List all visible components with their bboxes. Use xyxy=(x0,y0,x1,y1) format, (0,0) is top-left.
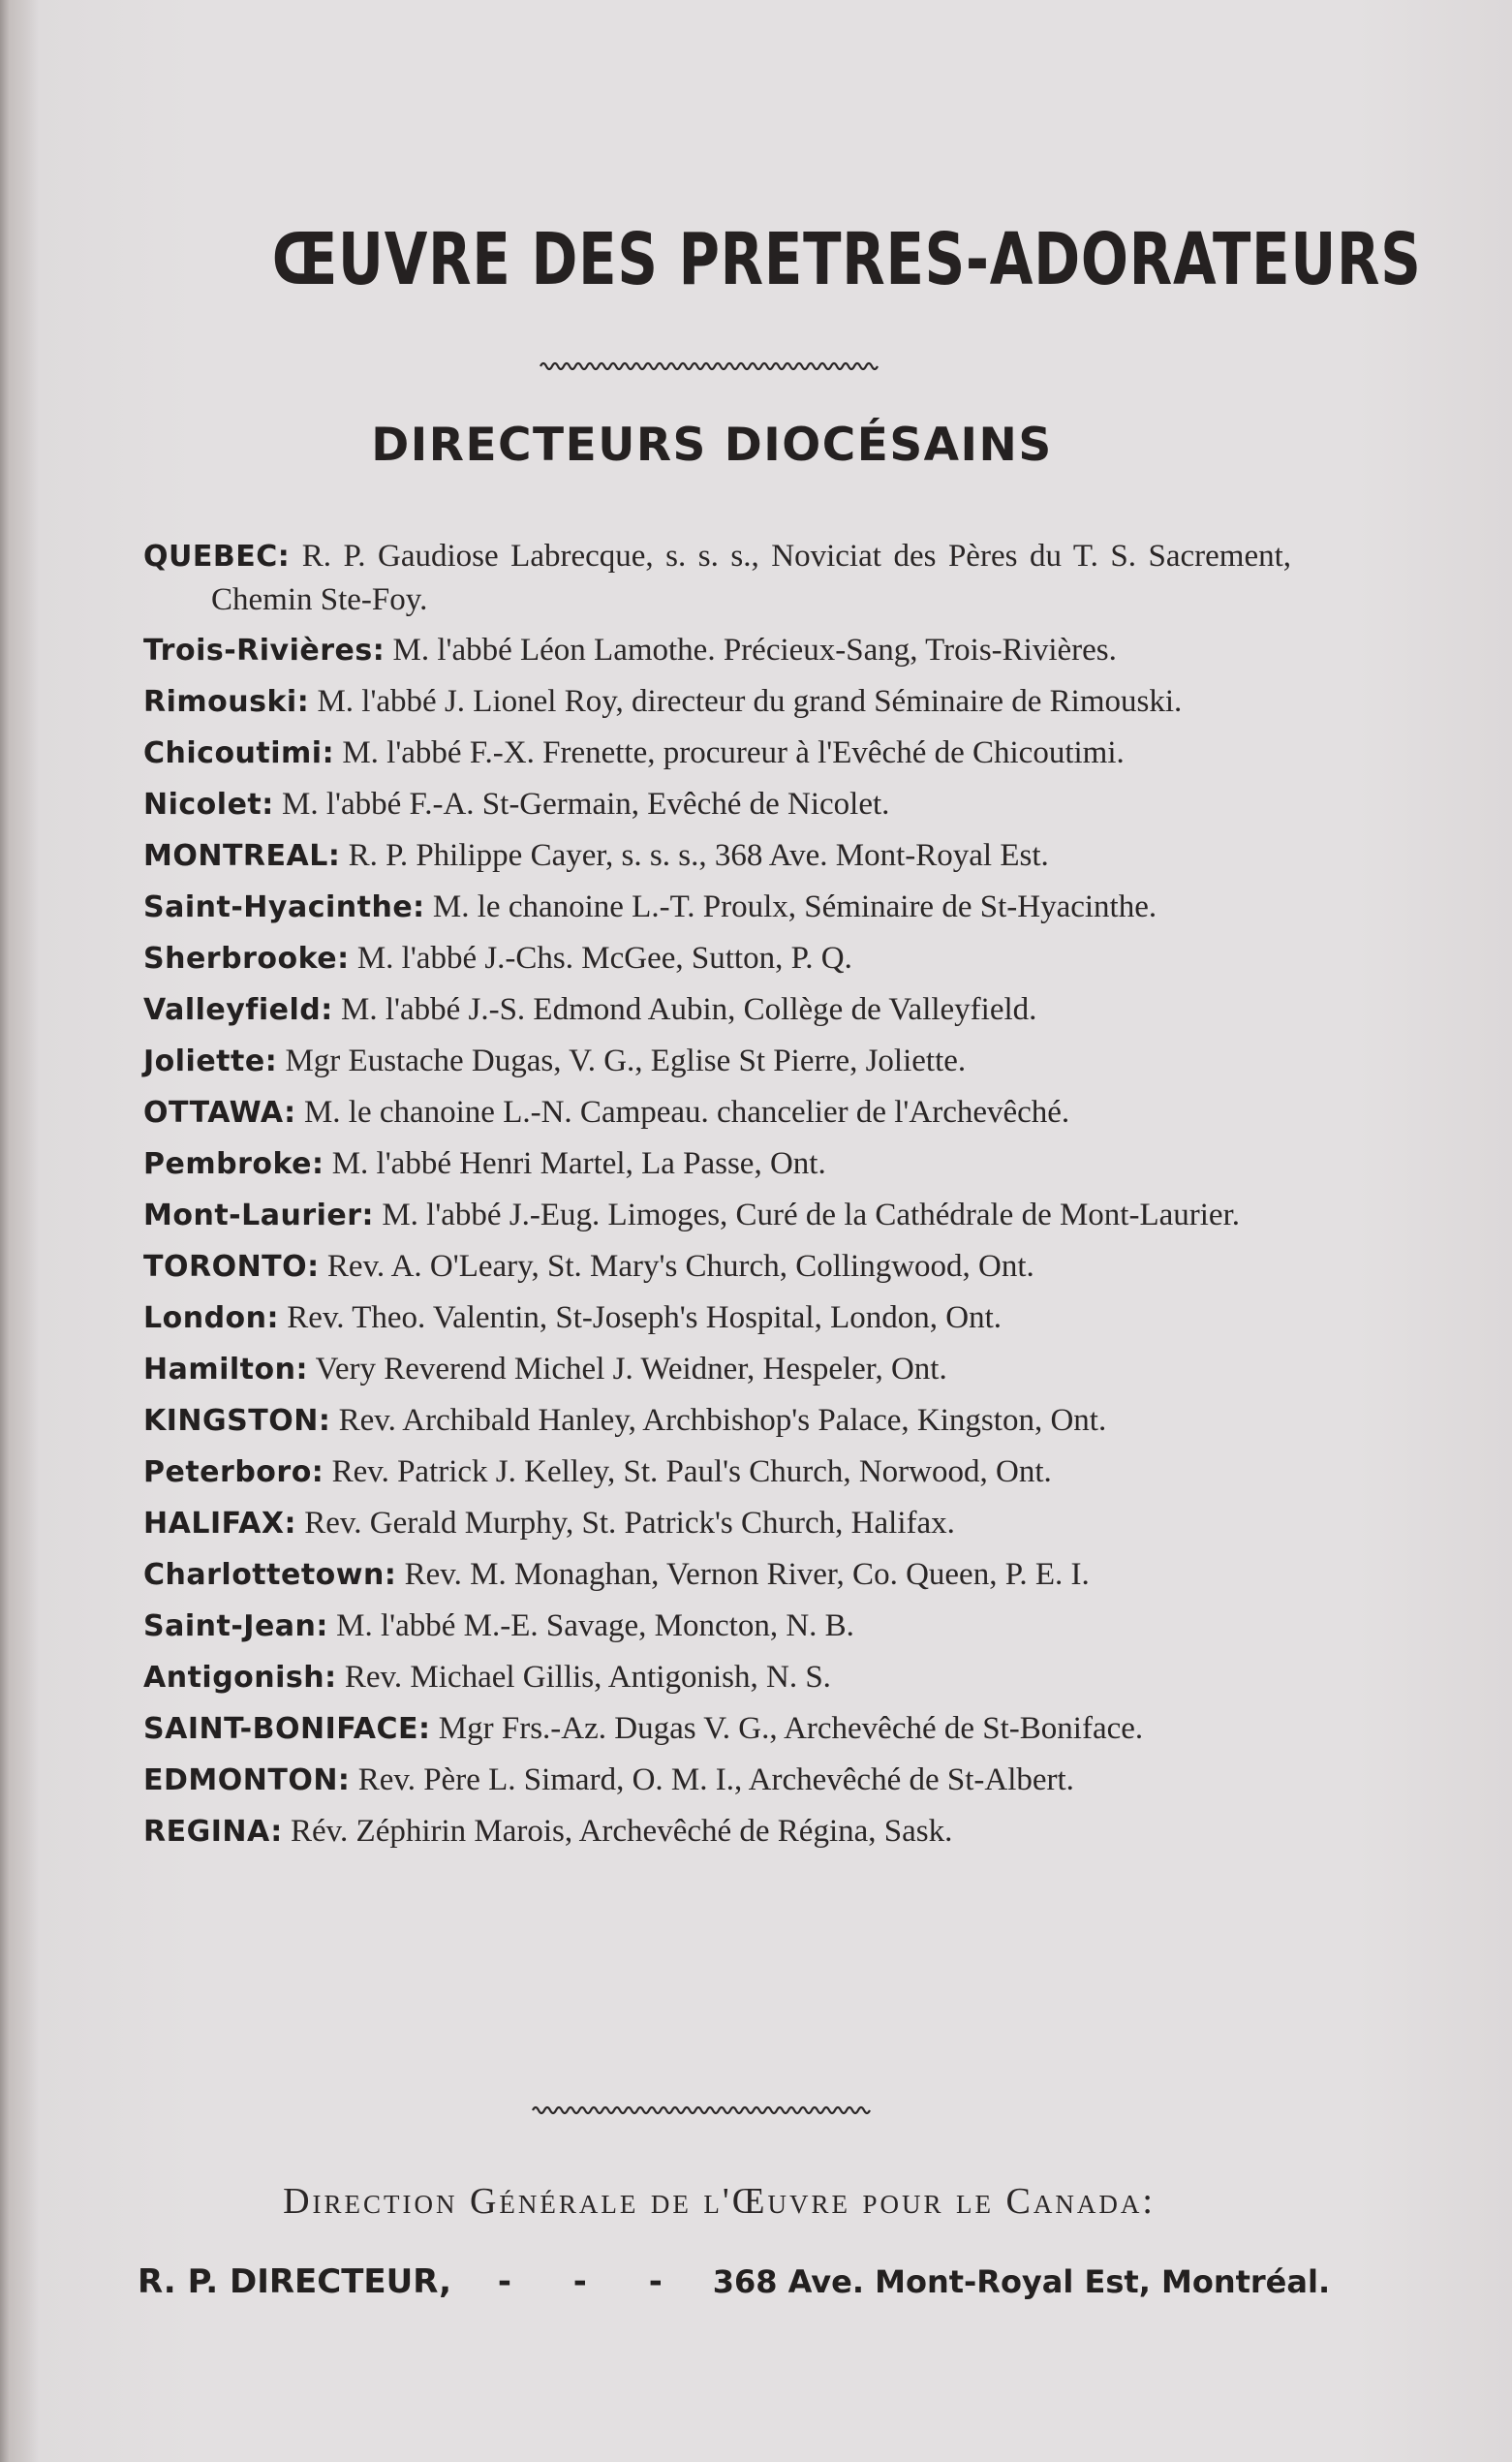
diocese-name: REGINA: xyxy=(143,1815,283,1849)
diocese-name: Antigonish: xyxy=(143,1661,337,1695)
director-info: M. l'abbé J.-Chs. McGee, Sutton, P. Q. xyxy=(356,941,852,976)
page-title: ŒUVRE DES PRETRES-ADORATEURS xyxy=(271,218,1422,301)
list-item xyxy=(143,1502,1291,1545)
director-info: Mgr Frs.-Az. Dugas V. G., Archevêché de St-Boniface. xyxy=(438,1711,1144,1746)
director-info: M. l'abbé Henri Martel, La Passe, Ont. xyxy=(331,1146,826,1181)
list-item xyxy=(143,1091,1291,1135)
diocese-name: Chicoutimi: xyxy=(143,736,335,770)
diocese-name: Peterboro: xyxy=(143,1455,324,1489)
director-info: M. le chanoine L.-T. Proulx, Séminaire de St-Hyacinthe. xyxy=(432,889,1157,924)
list-item xyxy=(143,1450,1291,1494)
diocese-name: Saint-Hyacinthe: xyxy=(143,890,425,924)
section-heading: DIRECTEURS DIOCÉSAINS xyxy=(371,419,1053,472)
diocese-name: TORONTO: xyxy=(143,1250,320,1284)
director-info: Rev. Père L. Simard, O. M. I., Archevêché de St-Albert. xyxy=(357,1762,1074,1797)
director-info: M. l'abbé J. Lionel Roy, directeur du grand Séminaire de Rimouski. xyxy=(317,684,1183,719)
ornament-divider-bottom xyxy=(531,2103,876,2118)
list-item xyxy=(143,1707,1291,1751)
diocese-name: HALIFAX: xyxy=(143,1507,296,1541)
list-item xyxy=(143,1040,1291,1083)
list-item xyxy=(143,1605,1291,1648)
director-info: Rev. A. O'Leary, St. Mary's Church, Collingwood, Ont. xyxy=(326,1249,1034,1284)
list-item xyxy=(143,732,1291,775)
diocese-name: MONTREAL: xyxy=(143,839,341,873)
list-item xyxy=(143,1399,1291,1443)
diocese-name: London: xyxy=(143,1301,280,1335)
diocese-name: EDMONTON: xyxy=(143,1763,351,1797)
list-item xyxy=(143,1194,1291,1237)
director-info: M. l'abbé J.-S. Edmond Aubin, Collège de Valleyfield. xyxy=(340,992,1037,1027)
list-item xyxy=(143,535,1291,621)
director-info: Rév. Zéphirin Marois, Archevêché de Régina, Sask. xyxy=(291,1814,953,1849)
director-info: R. P. Philippe Cayer, s. s. s., 368 Ave. Mont-Royal Est. xyxy=(348,838,1049,873)
list-item xyxy=(143,834,1291,878)
list-item xyxy=(143,937,1291,981)
director-info: R. P. Gaudiose Labrecque, s. s. s., Noviciat des Pères du T. S. Sacrement, Chemin Ste-Foy. xyxy=(211,539,1292,617)
list-item xyxy=(143,1245,1291,1289)
director-info: Rev. Patrick J. Kelley, St. Paul's Church, Norwood, Ont. xyxy=(331,1454,1052,1489)
director-info: M. l'abbé F.-A. St-Germain, Evêché de Nicolet. xyxy=(282,787,890,822)
ornament-divider-top xyxy=(539,358,883,374)
diocese-name: Mont-Laurier: xyxy=(143,1199,375,1232)
list-item xyxy=(143,1348,1291,1391)
list-item xyxy=(143,886,1291,929)
directors-list xyxy=(143,535,1291,1861)
list-item xyxy=(143,1810,1291,1854)
director-info: Very Reverend Michel J. Weidner, Hespeler, Ont. xyxy=(315,1352,947,1387)
list-item xyxy=(143,680,1291,724)
list-item xyxy=(143,1656,1291,1699)
diocese-name: Charlottetown: xyxy=(143,1558,397,1592)
footer-dashes: - - - xyxy=(497,2262,688,2301)
director-info: M. l'abbé M.-E. Savage, Moncton, N. B. xyxy=(336,1608,854,1643)
list-item xyxy=(143,629,1291,672)
diocese-name: QUEBEC: xyxy=(143,540,291,574)
director-info: Rev. Michael Gillis, Antigonish, N. S. xyxy=(344,1660,831,1695)
list-item xyxy=(143,1553,1291,1597)
footer-label: R. P. DIRECTEUR, xyxy=(138,2262,451,2301)
director-info: M. l'abbé J.-Eug. Limoges, Curé de la Cathédrale de Mont-Laurier. xyxy=(382,1198,1240,1232)
diocese-name: Pembroke: xyxy=(143,1147,324,1181)
footer-line xyxy=(138,2262,1331,2301)
diocese-name: SAINT-BONIFACE: xyxy=(143,1712,431,1746)
diocese-name: Nicolet: xyxy=(143,788,274,822)
diocese-name: Hamilton: xyxy=(143,1353,308,1387)
diocese-name: Valleyfield: xyxy=(143,993,333,1027)
direction-heading: Direction Générale de l'Œuvre pour le Canada: xyxy=(283,2181,1156,2222)
diocese-name: Sherbrooke: xyxy=(143,942,350,976)
diocese-name: OTTAWA: xyxy=(143,1096,296,1130)
director-info: Mgr Eustache Dugas, V. G., Eglise St Pierre, Joliette. xyxy=(285,1044,967,1078)
list-item xyxy=(143,988,1291,1032)
list-item xyxy=(143,1296,1291,1340)
director-info: Rev. Theo. Valentin, St-Joseph's Hospital, London, Ont. xyxy=(287,1300,1002,1335)
director-info: Rev. Archibald Hanley, Archbishop's Palace, Kingston, Ont. xyxy=(338,1403,1107,1438)
director-info: M. l'abbé Léon Lamothe. Précieux-Sang, Trois-Rivières. xyxy=(392,633,1117,668)
diocese-name: Rimouski: xyxy=(143,685,310,719)
list-item xyxy=(143,783,1291,826)
diocese-name: Joliette: xyxy=(143,1044,278,1078)
diocese-name: KINGSTON: xyxy=(143,1404,331,1438)
director-info: Rev. Gerald Murphy, St. Patrick's Church, Halifax. xyxy=(304,1506,955,1541)
list-item xyxy=(143,1142,1291,1186)
book-spine-edge xyxy=(0,0,39,2462)
list-item xyxy=(143,1759,1291,1802)
director-info: Rev. M. Monaghan, Vernon River, Co. Queen, P. E. I. xyxy=(404,1557,1090,1592)
footer-address: 368 Ave. Mont-Royal Est, Montréal. xyxy=(712,2263,1331,2300)
diocese-name: Saint-Jean: xyxy=(143,1609,328,1643)
director-info: M. l'abbé F.-X. Frenette, procureur à l'Evêché de Chicoutimi. xyxy=(342,735,1125,770)
director-info: M. le chanoine L.-N. Campeau. chancelier de l'Archevêché. xyxy=(303,1095,1070,1130)
diocese-name: Trois-Rivières: xyxy=(143,634,386,668)
